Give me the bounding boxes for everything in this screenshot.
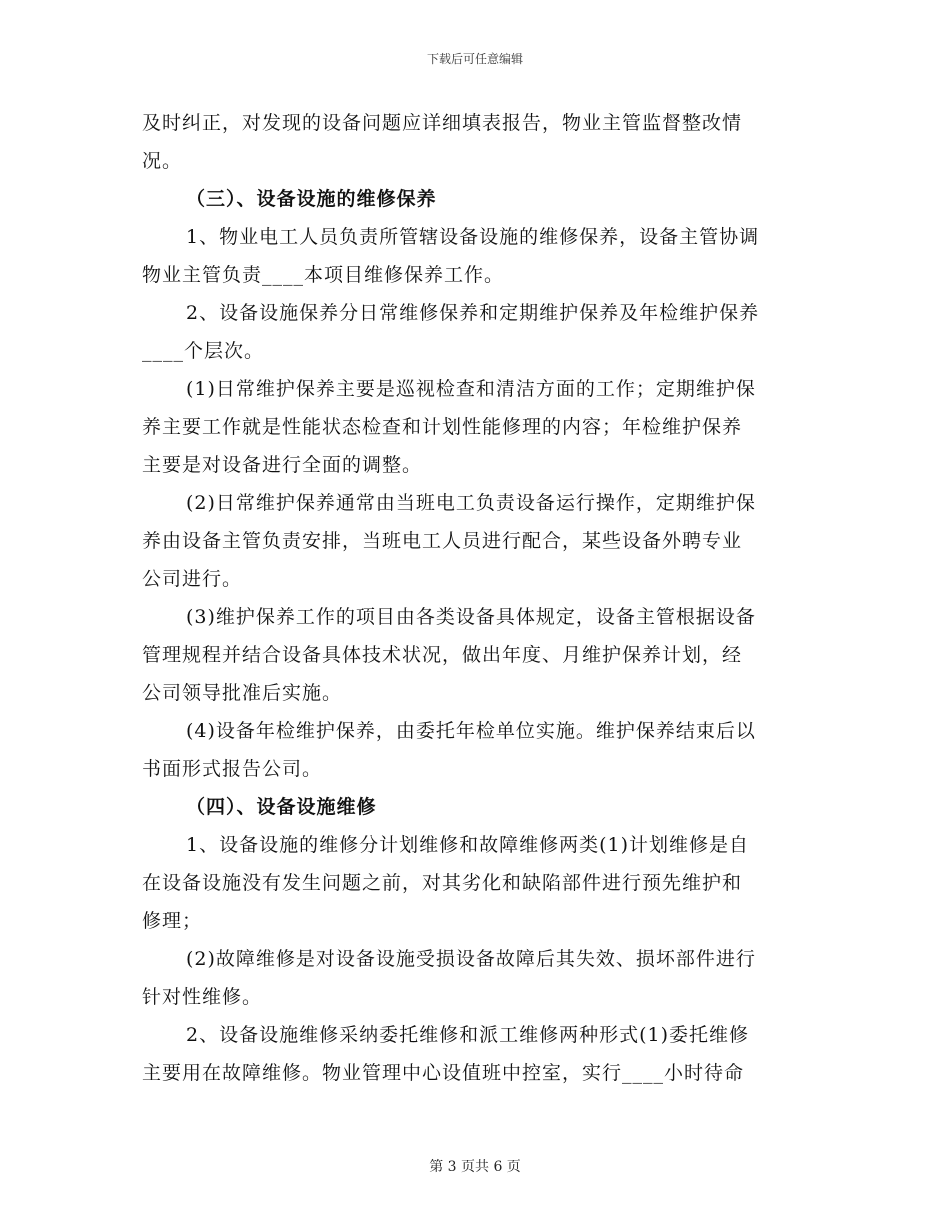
paragraph-line: 2、设备设施维修采纳委托维修和派工维修两种形式(1)委托维修 [186,1024,750,1046]
paragraph-line: 况。 [142,150,183,172]
page-footer: 第 3 页共 6 页 [429,1159,521,1175]
paragraph-line: 在设备设施没有发生问题之前，对其劣化和缺陷部件进行预先维护和 [142,872,743,894]
paragraph-line: (4)设备年检维护保养，由委托年检单位实施。维护保养结束后以 [186,720,756,742]
paragraph-line: (1)日常维护保养主要是巡视检查和清洁方面的工作；定期维护保 [186,378,756,400]
paragraph-line: 书面形式报告公司。 [142,758,323,780]
paragraph-line: (2)日常维护保养通常由当班电工负责设备运行操作，定期维护保 [186,492,756,514]
paragraph-line: 养由设备主管负责安排，当班电工人员进行配合，某些设备外聘专业 [142,530,743,552]
paragraph-line: 1、设备设施的维修分计划维修和故障维修两类(1)计划维修是自 [186,834,750,856]
paragraph-line: (2)故障维修是对设备设施受损设备故障后其失效、损坏部件进行 [186,948,756,970]
paragraph-line: 管理规程并结合设备具体技术状况，做出年度、月维护保养计划，经 [142,644,743,666]
paragraph-line: 主要用在故障维修。物业管理中心设值班中控室，实行____小时待命 [142,1062,745,1084]
paragraph-line: 公司进行。 [142,568,243,590]
document-body [142,104,810,1092]
paragraph-line: 物业主管负责____本项目维修保养工作。 [142,264,505,286]
paragraph-line: 公司领导批准后实施。 [142,682,343,704]
paragraph-line: 主要是对设备进行全面的调整。 [142,454,423,476]
paragraph-line: ____个层次。 [142,340,265,362]
paragraph-line: (3)维护保养工作的项目由各类设备具体规定，设备主管根据设备 [186,606,756,628]
paragraph-line: 针对性维修。 [142,986,263,1008]
page-header: 下载后可任意编辑 [426,52,523,66]
paragraph-line: 及时纠正，对发现的设备问题应详细填表报告，物业主管监督整改情 [142,112,743,134]
paragraph-line: 1、物业电工人员负责所管辖设备设施的维修保养，设备主管协调 [186,226,760,248]
section-heading-3: （三）、设备设施的维修保养 [186,188,437,210]
section-heading-4: （四）、设备设施维修 [186,796,377,818]
paragraph-line: 养主要工作就是性能状态检查和计划性能修理的内容；年检维护保养 [142,416,743,438]
paragraph-line: 2、设备设施保养分日常维修保养和定期维护保养及年检维护保养 [186,302,760,324]
paragraph-line: 修理； [142,910,203,932]
